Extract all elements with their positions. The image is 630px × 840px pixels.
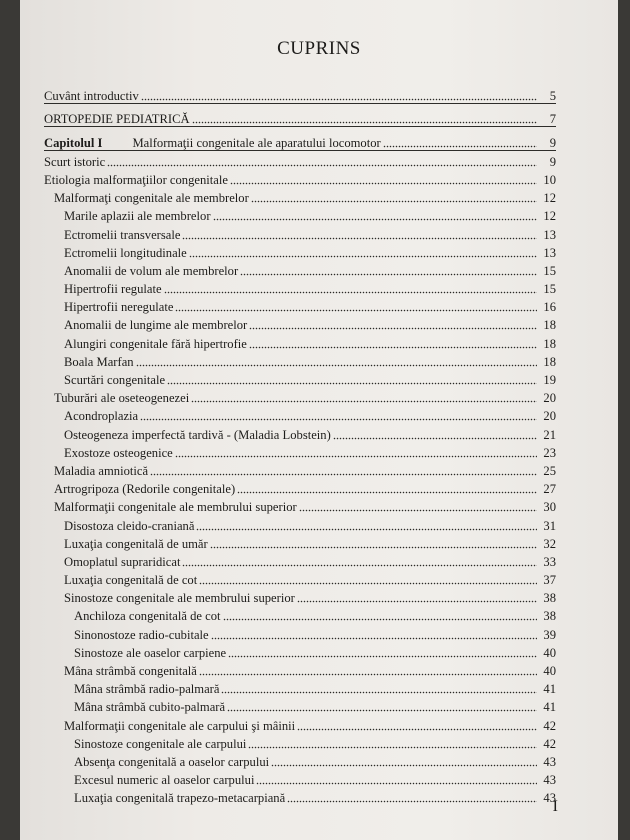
book-page <box>20 0 618 840</box>
toc-entry-title: Hipertrofii neregulate <box>64 300 174 315</box>
toc-entry-title: Artrogripoza (Redorile congenitale) <box>54 482 236 497</box>
toc-entry <box>44 496 556 514</box>
toc-entry <box>44 296 556 314</box>
toc-entry <box>44 131 556 150</box>
toc-entry <box>44 151 556 169</box>
toc-page-number: 15 <box>543 282 556 297</box>
leader-dots <box>192 114 537 124</box>
toc-page-number: 21 <box>543 427 556 442</box>
toc-entry-title: Etiologia malformaţiilor congenitale <box>44 172 228 187</box>
leader-dots <box>228 648 537 658</box>
toc-entry-title: Alungiri congenitale fără hipertrofie <box>64 336 247 351</box>
leader-dots <box>248 739 537 749</box>
toc-entry <box>44 714 556 732</box>
toc-page-number: 43 <box>543 791 556 806</box>
leader-dots <box>107 157 537 167</box>
toc-entry-title: Mâna strâmbă cubito-palmară <box>74 700 226 715</box>
toc-entry <box>44 660 556 678</box>
toc-entry <box>44 351 556 369</box>
page-number: I <box>552 798 558 815</box>
toc-entry-title: Mâna strâmbă radio-palmară <box>74 682 220 697</box>
toc-page-number: 12 <box>543 191 556 206</box>
leader-dots <box>223 611 537 621</box>
leader-dots <box>256 775 537 785</box>
leader-dots <box>189 248 537 258</box>
toc-page-number: 41 <box>543 682 556 697</box>
leader-dots <box>249 320 537 330</box>
chapter-title: Malformaţii congenitale ale aparatului locomotor <box>132 135 381 150</box>
toc-entry <box>44 187 556 205</box>
toc-page-number: 15 <box>543 263 556 278</box>
toc-page-number: 42 <box>543 718 556 733</box>
leader-dots <box>182 230 537 240</box>
toc-entry <box>44 605 556 623</box>
leader-dots <box>150 466 537 476</box>
toc-entry <box>44 278 556 296</box>
toc-entry-title: ORTOPEDIE PEDIATRICĂ <box>44 112 190 127</box>
toc-entry-title: Excesul numeric al oaselor carpului <box>74 773 255 788</box>
toc-page-number: 20 <box>543 409 556 424</box>
toc-page-number: 30 <box>543 500 556 515</box>
page-title: CUPRINS <box>277 38 361 59</box>
toc-page-number: 37 <box>543 573 556 588</box>
toc-entry <box>44 205 556 223</box>
toc-entry <box>44 169 556 187</box>
chapter-label: Capitolul I <box>44 135 103 150</box>
toc-entry-title: Luxaţia congenitală trapezo-metacarpiană <box>74 791 286 806</box>
leader-dots <box>383 138 537 148</box>
toc-entry-title: Disostoza cleido-craniană <box>64 518 195 533</box>
toc-page-number: 31 <box>543 518 556 533</box>
toc-entry <box>44 314 556 332</box>
toc-page-number: 9 <box>549 154 556 169</box>
leader-dots <box>191 393 537 403</box>
table-of-contents <box>44 85 556 805</box>
leader-dots <box>199 666 537 676</box>
toc-entry <box>44 332 556 350</box>
toc-page-number: 43 <box>543 754 556 769</box>
toc-entry-title: Ectromelii longitudinale <box>64 245 187 260</box>
toc-page-number: 20 <box>543 391 556 406</box>
toc-entry-title: Luxaţia congenitală de umăr <box>64 536 208 551</box>
toc-entry <box>44 85 556 104</box>
toc-entry-title: Malformaţi congenitale ale membrelor <box>54 191 249 206</box>
leader-dots <box>227 702 537 712</box>
toc-entry-title: Anomalii de volum ale membrelor <box>64 263 239 278</box>
toc-entry <box>44 387 556 405</box>
toc-entry-title: Acondroplazia <box>64 409 139 424</box>
toc-entry-title: Exostoze osteogenice <box>64 445 173 460</box>
toc-entry <box>44 223 556 241</box>
leader-dots <box>237 484 537 494</box>
leader-dots <box>230 175 537 185</box>
toc-page-number: 25 <box>543 463 556 478</box>
toc-page-number: 16 <box>543 300 556 315</box>
leader-dots <box>211 630 537 640</box>
toc-page-number: 7 <box>549 112 556 127</box>
toc-page-number: 38 <box>543 609 556 624</box>
toc-entry <box>44 108 556 127</box>
toc-entry-title: Sinostoze congenitale ale carpului <box>74 736 247 751</box>
leader-dots <box>136 357 537 367</box>
toc-entry-title: Malformaţii congenitale ale carpului şi mâinii <box>64 718 296 733</box>
toc-entry-title: Ectromelii transversale <box>64 227 181 242</box>
toc-entry-title: Malformaţii congenitale ale membrului superior <box>54 500 297 515</box>
toc-entry <box>44 678 556 696</box>
toc-page-number: 10 <box>543 172 556 187</box>
toc-entry <box>44 587 556 605</box>
leader-dots <box>199 575 537 585</box>
leader-dots <box>240 266 537 276</box>
toc-entry-title: Sinostoze congenitale ale membrului superior <box>64 591 295 606</box>
toc-page-number: 38 <box>543 591 556 606</box>
toc-page-number: 19 <box>543 373 556 387</box>
toc-entry <box>44 623 556 641</box>
toc-page-number: 9 <box>549 135 556 150</box>
toc-entry <box>44 405 556 423</box>
leader-dots <box>164 284 537 294</box>
toc-page-number: 27 <box>543 482 556 497</box>
leader-dots <box>249 339 537 349</box>
toc-page-number: 33 <box>543 554 556 569</box>
leader-dots <box>297 593 537 603</box>
toc-page-number: 39 <box>543 627 556 642</box>
toc-entry <box>44 533 556 551</box>
toc-page-number: 32 <box>543 536 556 551</box>
toc-entry <box>44 442 556 460</box>
toc-page-number: 42 <box>543 736 556 751</box>
leader-dots <box>210 539 537 549</box>
toc-entry-title: Marile aplazii ale membrelor <box>64 209 211 224</box>
toc-entry <box>44 369 556 387</box>
toc-entry <box>44 423 556 441</box>
toc-entry <box>44 460 556 478</box>
toc-page-number: 18 <box>543 354 556 369</box>
leader-dots <box>175 448 537 458</box>
leader-dots <box>167 375 537 385</box>
toc-page-number: 18 <box>543 318 556 333</box>
toc-entry <box>44 569 556 587</box>
toc-page-number: 40 <box>543 645 556 660</box>
toc-page-number: 5 <box>549 89 556 104</box>
toc-entry-title: Osteogeneza imperfectă tardivă - (Maladia Lobstein) <box>64 427 331 442</box>
leader-dots <box>141 91 537 101</box>
toc-entry <box>44 769 556 787</box>
toc-page-number: 13 <box>543 245 556 260</box>
toc-entry <box>44 787 556 805</box>
leader-dots <box>297 721 537 731</box>
leader-dots <box>140 411 537 421</box>
toc-entry-title: Tuburări ale oseteogenezei <box>54 391 190 406</box>
toc-entry <box>44 551 556 569</box>
toc-page-number: 41 <box>543 700 556 715</box>
toc-page-number: 13 <box>543 227 556 242</box>
toc-page-number: 23 <box>543 445 556 460</box>
toc-entry <box>44 242 556 260</box>
leader-dots <box>299 502 537 512</box>
leader-dots <box>182 557 537 567</box>
toc-page-number: 12 <box>543 209 556 224</box>
leader-dots <box>196 521 537 531</box>
leader-dots <box>213 211 537 221</box>
toc-entry-title: Anchiloza congenitală de cot <box>74 609 221 624</box>
toc-entry-title: Boala Marfan <box>64 354 134 369</box>
toc-entry-title: Luxaţia congenitală de cot <box>64 573 198 588</box>
toc-entry-title <box>44 136 382 150</box>
toc-entry-title: Absenţa congenitală a oaselor carpului <box>74 754 270 769</box>
toc-entry <box>44 751 556 769</box>
leader-dots <box>221 684 537 694</box>
leader-dots <box>251 193 537 203</box>
toc-entry-title: Hipertrofii regulate <box>64 282 162 297</box>
toc-entry <box>44 260 556 278</box>
toc-entry <box>44 514 556 532</box>
toc-page-number: 40 <box>543 664 556 678</box>
toc-page-number: 18 <box>543 336 556 351</box>
toc-entry-title: Scurt istoric <box>44 154 106 169</box>
toc-entry-title: Maladia amniotică <box>54 463 149 478</box>
leader-dots <box>175 302 537 312</box>
toc-entry <box>44 696 556 714</box>
toc-entry-title: Mâna strâmbă congenitală <box>64 664 197 678</box>
toc-entry <box>44 478 556 496</box>
toc-entry-title: Scurtări congenitale <box>64 373 166 387</box>
toc-entry-title: Omoplatul supraridicat <box>64 554 181 569</box>
toc-entry-title: Cuvânt introductiv <box>44 89 139 104</box>
toc-entry <box>44 733 556 751</box>
leader-dots <box>333 430 537 440</box>
leader-dots <box>287 793 537 803</box>
toc-entry-title: Sinonostoze radio-cubitale <box>74 627 209 642</box>
toc-entry-title: Anomalii de lungime ale membrelor <box>64 318 248 333</box>
toc-entry-title: Sinostoze ale oaselor carpiene <box>74 645 227 660</box>
toc-entry <box>44 642 556 660</box>
leader-dots <box>271 757 537 767</box>
toc-page-number: 43 <box>543 773 556 788</box>
